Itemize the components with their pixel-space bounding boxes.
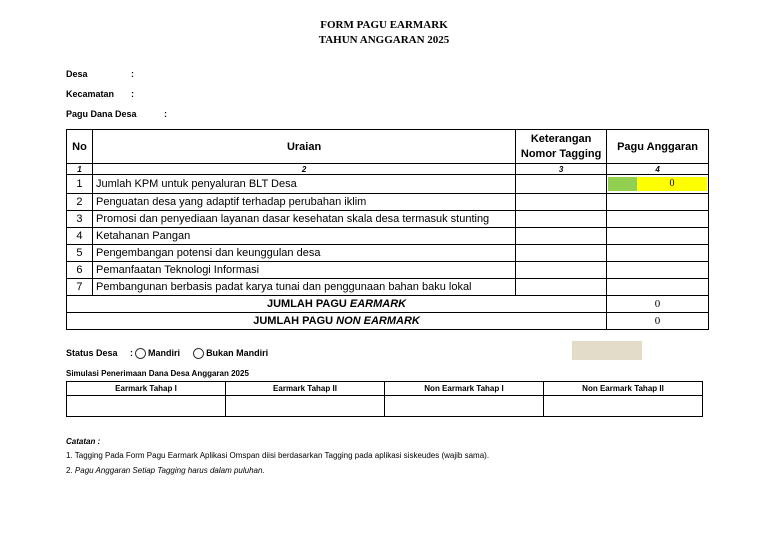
row-uraian: Ketahanan Pangan xyxy=(92,228,515,245)
radio-mandiri[interactable] xyxy=(135,348,146,359)
nomor-tagging-cell[interactable] xyxy=(516,175,607,194)
simulasi-value-row xyxy=(67,396,703,417)
pagu-anggaran-cell[interactable] xyxy=(607,245,709,262)
row-uraian: Pembangunan berbasis padat karya tunai dan penggunaan bahan baku lokal xyxy=(92,279,515,296)
earmark-table xyxy=(66,129,709,330)
pagu-anggaran-cell[interactable] xyxy=(607,279,709,296)
nomor-tagging-cell[interactable] xyxy=(516,211,607,228)
total-non-earmark-value: 0 xyxy=(607,313,709,330)
simulasi-cell[interactable] xyxy=(385,396,544,417)
simulasi-header: Non Earmark Tahap I xyxy=(385,382,544,396)
pagu-value-yellow: 0 xyxy=(637,177,707,191)
status-desa: Status Desa : Mandiri Bukan Mandiri xyxy=(66,348,269,358)
index-cell: 4 xyxy=(607,164,709,175)
total-non-earmark-label: JUMLAH PAGU NON EARMARK xyxy=(67,313,607,330)
form-title: FORM PAGU EARMARK xyxy=(320,19,448,31)
note-2: 2. Pagu Anggaran Setiap Tagging harus dalam puluhan. xyxy=(66,466,265,475)
table-row xyxy=(67,228,709,245)
table-row xyxy=(67,262,709,279)
pagu-anggaran-cell[interactable] xyxy=(607,228,709,245)
pagu-anggaran-cell[interactable] xyxy=(607,175,709,194)
table-row xyxy=(67,245,709,262)
table-header-row xyxy=(67,130,709,164)
simulasi-cell[interactable] xyxy=(544,396,703,417)
row-no: 1 xyxy=(67,175,93,194)
desa-label: Desa : xyxy=(66,69,134,79)
index-cell: 3 xyxy=(516,164,607,175)
nomor-tagging-cell[interactable] xyxy=(516,245,607,262)
simulasi-header: Earmark Tahap I xyxy=(67,382,226,396)
kecamatan-label: Kecamatan : xyxy=(66,89,134,99)
form-subtitle: TAHUN ANGGARAN 2025 xyxy=(318,34,450,46)
nomor-tagging-cell[interactable] xyxy=(516,279,607,296)
simulasi-header: Non Earmark Tahap II xyxy=(544,382,703,396)
row-uraian: Pengembangan potensi dan keunggulan desa xyxy=(92,245,515,262)
row-uraian: Jumlah KPM untuk penyaluran BLT Desa xyxy=(92,175,515,194)
total-non-earmark-row xyxy=(67,313,709,330)
total-earmark-label: JUMLAH PAGU EARMARK xyxy=(67,296,607,313)
pagu-anggaran-cell[interactable] xyxy=(607,194,709,211)
radio-bukan-mandiri[interactable] xyxy=(193,348,204,359)
option-bukan-mandiri-label: Bukan Mandiri xyxy=(206,348,269,358)
row-no: 4 xyxy=(67,228,93,245)
simulasi-header: Earmark Tahap II xyxy=(226,382,385,396)
total-earmark-row xyxy=(67,296,709,313)
nomor-tagging-cell[interactable] xyxy=(516,228,607,245)
nomor-tagging-cell[interactable] xyxy=(516,194,607,211)
simulasi-table xyxy=(66,381,703,417)
row-no: 2 xyxy=(67,194,93,211)
index-cell: 1 xyxy=(67,164,93,175)
table-row xyxy=(67,194,709,211)
simulasi-title: Simulasi Penerimaan Dana Desa Anggaran 2025 xyxy=(66,369,249,378)
green-indicator xyxy=(608,177,637,191)
simulasi-header-row xyxy=(67,382,703,396)
notes-heading: Catatan : xyxy=(66,437,101,446)
header-keterangan: Keterangan Nomor Tagging xyxy=(516,130,607,164)
row-uraian: Penguatan desa yang adaptif terhadap perubahan iklim xyxy=(92,194,515,211)
simulasi-cell[interactable] xyxy=(226,396,385,417)
row-no: 5 xyxy=(67,245,93,262)
index-cell: 2 xyxy=(92,164,515,175)
table-row xyxy=(67,175,709,194)
option-mandiri-label: Mandiri xyxy=(148,348,181,358)
pagu-anggaran-cell[interactable] xyxy=(607,262,709,279)
pagu-dana-desa-label: Pagu Dana Desa : xyxy=(66,109,167,119)
note-1: 1. Tagging Pada Form Pagu Earmark Aplikasi Omspan diisi berdasarkan Tagging pada aplikasi siskeudes (wajib sama). xyxy=(66,451,490,460)
pagu-anggaran-cell[interactable] xyxy=(607,211,709,228)
simulasi-cell[interactable] xyxy=(67,396,226,417)
total-earmark-value: 0 xyxy=(607,296,709,313)
index-row xyxy=(67,164,709,175)
table-row xyxy=(67,279,709,296)
row-no: 3 xyxy=(67,211,93,228)
row-no: 7 xyxy=(67,279,93,296)
header-pagu-anggaran: Pagu Anggaran xyxy=(607,130,709,164)
row-no: 6 xyxy=(67,262,93,279)
header-uraian: Uraian xyxy=(92,130,515,164)
status-label: Status Desa xyxy=(66,348,118,358)
row-uraian: Pemanfaatan Teknologi Informasi xyxy=(92,262,515,279)
status-highlight-box xyxy=(572,341,642,360)
table-row xyxy=(67,211,709,228)
row-uraian: Promosi dan penyediaan layanan dasar kesehatan skala desa termasuk stunting xyxy=(92,211,515,228)
header-no: No xyxy=(67,130,93,164)
nomor-tagging-cell[interactable] xyxy=(516,262,607,279)
